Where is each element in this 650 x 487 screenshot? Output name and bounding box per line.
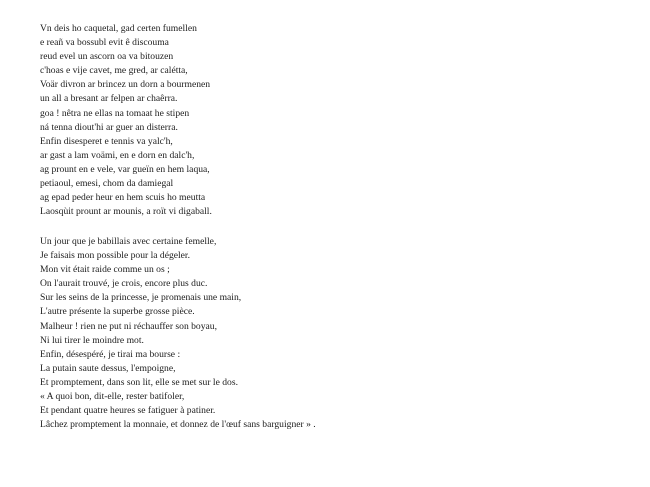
poem-line: c'hoas e vije cavet, me gred, ar calétta, — [40, 65, 188, 77]
poem-line: Je faisais mon possible pour la dégeler. — [40, 250, 191, 262]
poem-line: reud evel un ascorn oa va bitouzen — [40, 51, 174, 63]
poem-line: Voär divron ar brincez un dorn a bourmenen — [40, 79, 211, 91]
poem-line: Sur les seins de la princesse, je promenais une main, — [40, 292, 242, 304]
poem-line: L'autre présente la superbe grosse pièce. — [40, 306, 195, 318]
poem-line: goa ! nêtra ne ellas na tomaat he stipen — [40, 107, 190, 119]
poem-stanza-french — [40, 235, 316, 432]
poem-line: Un jour que je babillais avec certaine femelle, — [40, 236, 217, 247]
poem-stanza-breton — [40, 22, 212, 219]
poem-line: Ni lui tirer le moindre mot. — [40, 334, 144, 346]
poem-line: Et promptement, dans son lit, elle se met sur le dos. — [40, 376, 238, 388]
poem-line: « A quoi bon, dit-elle, rester batifoler, — [40, 391, 185, 403]
poem-line: Mon vit était raide comme un os ; — [40, 264, 170, 276]
poem-line: Laosqùit prount ar mounis, a roït vi digaball. — [40, 206, 212, 218]
poem-line: ag prount en e vele, var gueïn en hem laqua, — [40, 163, 210, 175]
poem-line: ná tenna diout'hi ar guer an disterra. — [40, 121, 178, 133]
poem-line: ag epad peder heur en hem scuis ho meutta — [40, 192, 206, 204]
poem-line: Enfin, désespéré, je tirai ma bourse : — [40, 348, 181, 360]
poem-line: Et pendant quatre heures se fatiguer à patiner. — [40, 405, 216, 417]
poem-line: petiaoul, emesi, chom da damiegal — [40, 178, 174, 190]
poem-line: On l'aurait trouvé, je crois, encore plus duc. — [40, 278, 208, 290]
poem-line: Lâchez promptement la monnaie, et donnez de l'œuf sans barguigner » . — [40, 419, 316, 431]
poem-line: ar gast a lam voämi, en e dorn en dalc'h, — [40, 149, 195, 161]
poem-line: Enfin disesperet e tennis va yalc'h, — [40, 135, 173, 147]
poem-line: e reañ va bossubl evit ê discouma — [40, 37, 169, 49]
poem-line: un all a bresant ar felpen ar chaêrra. — [40, 93, 178, 105]
poem-line: Malheur ! rien ne put ni réchauffer son boyau, — [40, 320, 217, 332]
poem-line: La putain saute dessus, l'empoigne, — [40, 362, 176, 374]
poem-line: Vn deis ho caquetal, gad certen fumellen — [40, 23, 197, 34]
